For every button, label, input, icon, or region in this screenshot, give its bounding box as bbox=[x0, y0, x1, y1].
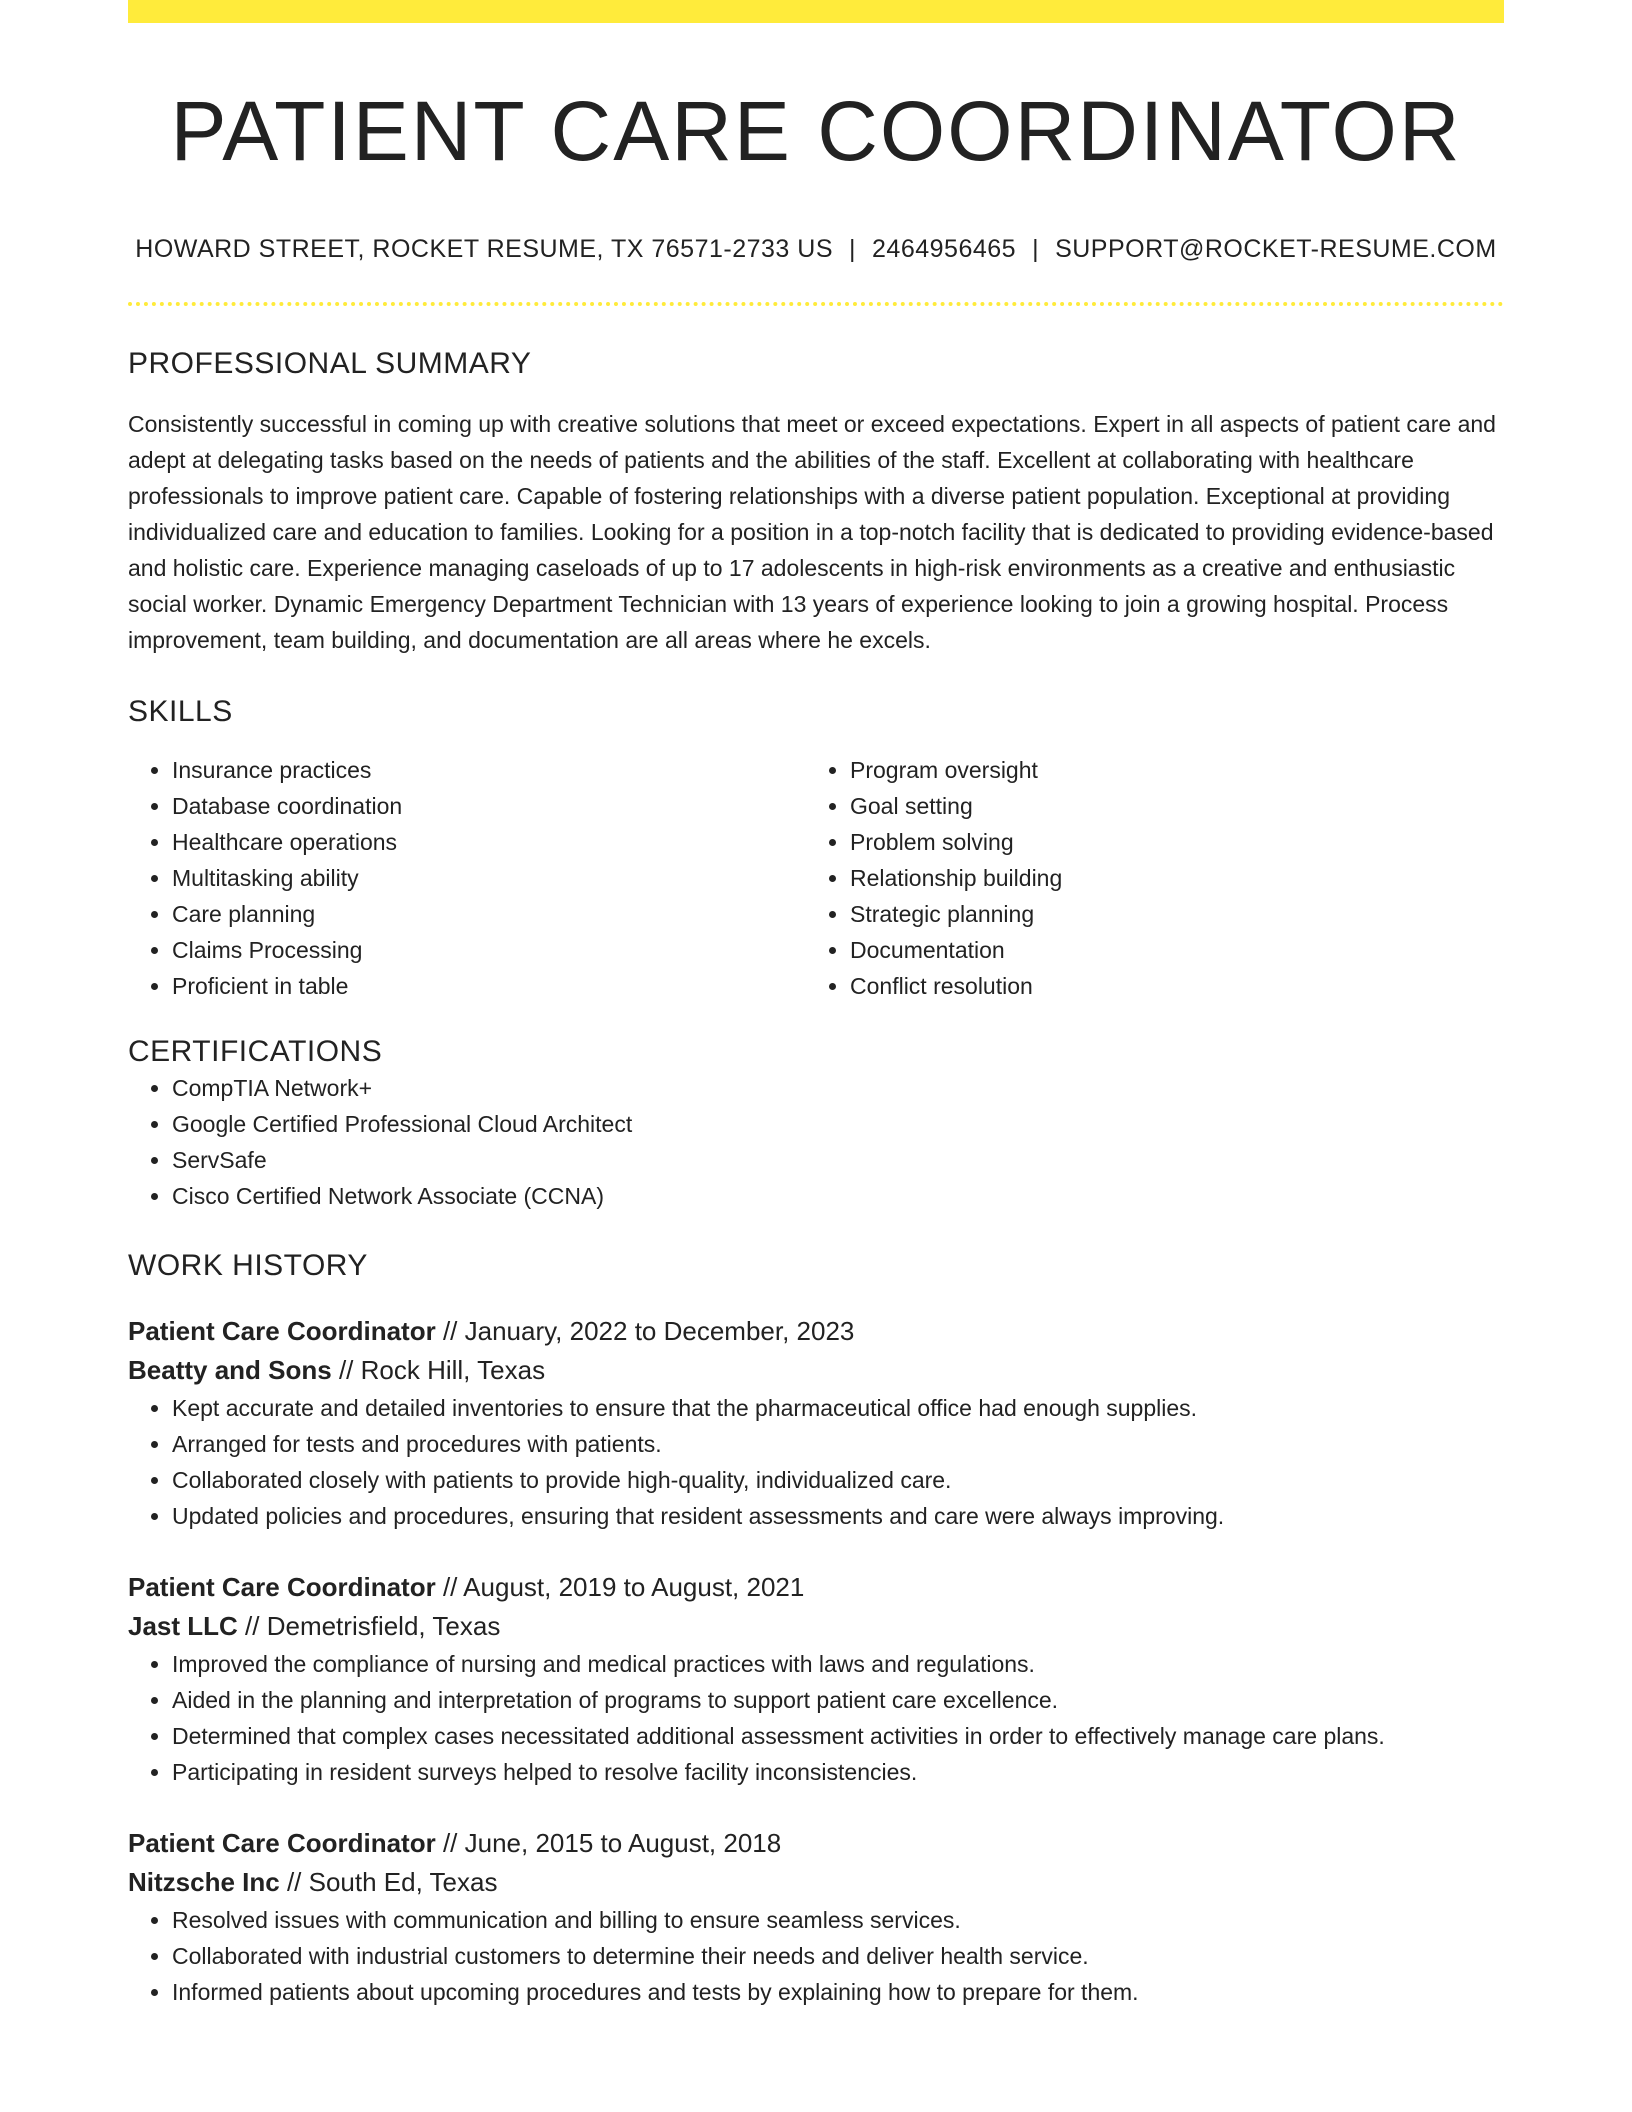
certification-item: • ServSafe bbox=[172, 1142, 1504, 1178]
skill-item: • Program oversight bbox=[850, 752, 1484, 788]
certifications-list bbox=[128, 1070, 1504, 1214]
work-history-heading: WORK HISTORY bbox=[128, 1249, 368, 1283]
job-company-line bbox=[128, 1607, 1504, 1646]
job-title: Patient Care Coordinator bbox=[128, 1828, 436, 1859]
skill-item: • Insurance practices bbox=[172, 752, 806, 788]
contact-line bbox=[128, 234, 1504, 264]
job-dates: // June, 2015 to August, 2018 bbox=[435, 1828, 782, 1859]
skill-item: • Relationship building bbox=[850, 860, 1484, 896]
skill-item: • Care planning bbox=[172, 896, 806, 932]
job-duty: • Determined that complex cases necessitated additional assessment activities in order to effectively manage care plans. bbox=[172, 1718, 1504, 1754]
job-duties-list bbox=[128, 1902, 1504, 2010]
job-company-line bbox=[128, 1863, 1504, 1902]
job-company-line bbox=[128, 1351, 1504, 1390]
job-title: Patient Care Coordinator bbox=[128, 1572, 436, 1603]
job-dates: // August, 2019 to August, 2021 bbox=[435, 1572, 805, 1603]
job-duty: • Collaborated closely with patients to provide high-quality, individualized care. bbox=[172, 1462, 1504, 1498]
job-duty: • Arranged for tests and procedures with patients. bbox=[172, 1426, 1504, 1462]
contact-address: HOWARD STREET, ROCKET RESUME, TX 76571-2733 US bbox=[135, 235, 834, 264]
skills-list-left bbox=[128, 752, 806, 1004]
job-title-line bbox=[128, 1568, 1504, 1607]
job-duty: • Participating in resident surveys helped to resolve facility inconsistencies. bbox=[172, 1754, 1504, 1790]
job-entry bbox=[128, 1824, 1504, 2010]
job-location: // Demetrisfield, Texas bbox=[237, 1611, 501, 1642]
job-company: Beatty and Sons bbox=[128, 1355, 332, 1386]
summary-text: Consistently successful in coming up with creative solutions that meet or exceed expectations. Expert in all aspects of patient care and adept at delegating tasks based on the needs of patients and the abilities of the staff. Excellent at collaborating with healthcare professionals to improve patient care. Capable of fostering relationships with a diverse patient population. Exceptional at providing individualized care and education to families. Looking for a position in a top-notch facility that is dedicated to providing evidence-based and holistic care. Experience managing caseloads of up to 17 adolescents in high-risk environments as a creative and enthusiastic social worker. Dynamic Emergency Department Technician with 13 years of experience looking to join a growing hospital. Process improvement, team building, and documentation are all areas where he excels. bbox=[128, 411, 1496, 654]
job-location: // South Ed, Texas bbox=[279, 1867, 498, 1898]
certification-item: • Cisco Certified Network Associate (CCNA) bbox=[172, 1178, 1504, 1214]
skill-item: • Healthcare operations bbox=[172, 824, 806, 860]
job-duty: • Resolved issues with communication and billing to ensure seamless services. bbox=[172, 1902, 1504, 1938]
skill-item: • Conflict resolution bbox=[850, 968, 1484, 1004]
contact-separator: | bbox=[1032, 235, 1040, 264]
job-company: Nitzsche Inc bbox=[128, 1867, 280, 1898]
certification-item: • Google Certified Professional Cloud Architect bbox=[172, 1106, 1504, 1142]
skill-item: • Multitasking ability bbox=[172, 860, 806, 896]
resume-page bbox=[128, 0, 1504, 2010]
skill-item: • Documentation bbox=[850, 932, 1484, 968]
skill-item: • Database coordination bbox=[172, 788, 806, 824]
job-duties-list bbox=[128, 1390, 1504, 1534]
job-duty: • Improved the compliance of nursing and medical practices with laws and regulations. bbox=[172, 1646, 1504, 1682]
skill-item: • Claims Processing bbox=[172, 932, 806, 968]
job-duty: • Informed patients about upcoming procedures and tests by explaining how to prepare for them. bbox=[172, 1974, 1504, 2010]
job-duties-list bbox=[128, 1646, 1504, 1790]
job-dates: // January, 2022 to December, 2023 bbox=[435, 1316, 855, 1347]
job-duty: • Collaborated with industrial customers to determine their needs and deliver health service. bbox=[172, 1938, 1504, 1974]
job-title: Patient Care Coordinator bbox=[128, 1316, 436, 1347]
summary-heading: PROFESSIONAL SUMMARY bbox=[128, 347, 532, 381]
contact-separator: | bbox=[849, 235, 857, 264]
skills-heading: SKILLS bbox=[128, 695, 233, 729]
job-company: Jast LLC bbox=[128, 1611, 238, 1642]
job-entry bbox=[128, 1312, 1504, 1534]
job-title-line bbox=[128, 1312, 1504, 1351]
job-duty: • Updated policies and procedures, ensuring that resident assessments and care were always improving. bbox=[172, 1498, 1504, 1534]
contact-phone: 2464956465 bbox=[872, 235, 1017, 264]
skill-item: • Goal setting bbox=[850, 788, 1484, 824]
certifications-heading: CERTIFICATIONS bbox=[128, 1035, 383, 1069]
skill-item: • Strategic planning bbox=[850, 896, 1484, 932]
skill-item: • Proficient in table bbox=[172, 968, 806, 1004]
skill-item: • Problem solving bbox=[850, 824, 1484, 860]
job-entry bbox=[128, 1568, 1504, 1790]
resume-title: PATIENT CARE COORDINATOR bbox=[170, 84, 1462, 178]
job-duty: • Aided in the planning and interpretation of programs to support patient care excellence. bbox=[172, 1682, 1504, 1718]
certification-item: • CompTIA Network+ bbox=[172, 1070, 1504, 1106]
skills-list-right bbox=[806, 752, 1484, 1004]
job-duty: • Kept accurate and detailed inventories to ensure that the pharmaceutical office had enough supplies. bbox=[172, 1390, 1504, 1426]
skills-grid bbox=[128, 752, 1504, 1004]
job-location: // Rock Hill, Texas bbox=[331, 1355, 546, 1386]
accent-top-bar bbox=[128, 0, 1504, 23]
job-title-line bbox=[128, 1824, 1504, 1863]
dotted-divider bbox=[128, 302, 1504, 306]
contact-email: SUPPORT@ROCKET-RESUME.COM bbox=[1055, 235, 1497, 264]
